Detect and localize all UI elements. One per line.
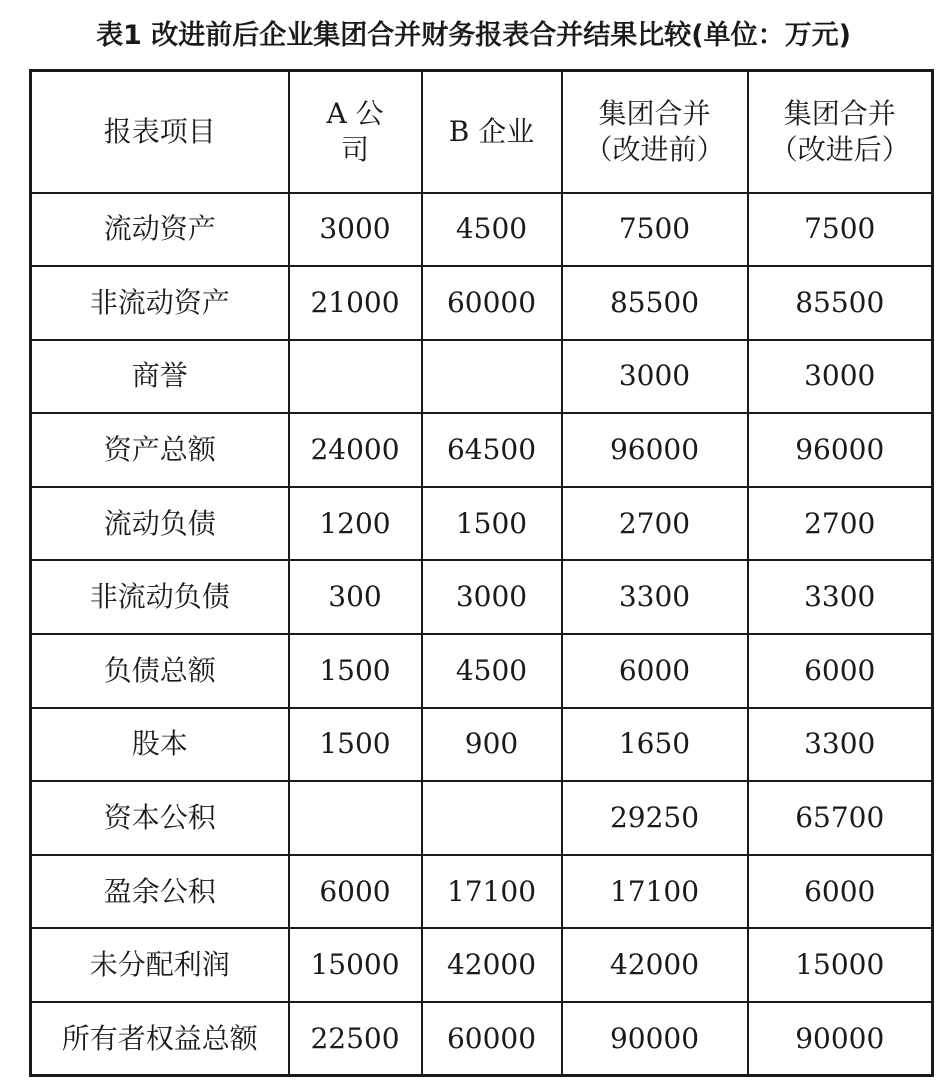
company-a-cell: 6000 <box>289 855 422 929</box>
group-before-cell: 1650 <box>562 708 748 782</box>
company-a-cell <box>289 340 422 414</box>
group-before-cell: 2700 <box>562 487 748 561</box>
column-header-label: 报表项目 <box>103 114 216 148</box>
row-label-cell: 股本 <box>31 708 289 782</box>
row-label-cell: 盈余公积 <box>31 855 289 929</box>
group-before-cell: 3000 <box>562 340 748 414</box>
company-a-cell: 3000 <box>289 193 422 267</box>
table-row <box>31 340 933 414</box>
group-before-cell: 3300 <box>562 560 748 634</box>
group-after-cell: 3300 <box>748 708 933 782</box>
enterprise-b-cell: 1500 <box>422 487 562 561</box>
column-header-label: 集团合并（改进前） <box>584 96 725 166</box>
column-header-label: B 企业 <box>448 114 535 148</box>
group-before-cell: 42000 <box>562 928 748 1002</box>
group-before-cell: 96000 <box>562 413 748 487</box>
row-label-cell: 所有者权益总额 <box>31 1002 289 1076</box>
table-row <box>31 708 933 782</box>
group-after-cell: 65700 <box>748 781 933 855</box>
enterprise-b-cell: 900 <box>422 708 562 782</box>
row-label-cell: 资产总额 <box>31 413 289 487</box>
table-row <box>31 928 933 1002</box>
company-a-cell: 1500 <box>289 708 422 782</box>
row-label-cell: 流动资产 <box>31 193 289 267</box>
group-after-cell: 90000 <box>748 1002 933 1076</box>
table-row <box>31 855 933 929</box>
table-row <box>31 266 933 340</box>
column-header-group-before <box>562 71 748 193</box>
table-header-row <box>31 71 933 193</box>
company-a-cell: 1500 <box>289 634 422 708</box>
enterprise-b-cell: 60000 <box>422 266 562 340</box>
company-a-cell: 22500 <box>289 1002 422 1076</box>
row-label-cell: 非流动资产 <box>31 266 289 340</box>
table-row <box>31 487 933 561</box>
enterprise-b-cell: 4500 <box>422 634 562 708</box>
company-a-cell: 300 <box>289 560 422 634</box>
row-label-cell: 非流动负债 <box>31 560 289 634</box>
group-before-cell: 90000 <box>562 1002 748 1076</box>
column-header-enterprise-b <box>422 71 562 193</box>
enterprise-b-cell <box>422 340 562 414</box>
group-before-cell: 6000 <box>562 634 748 708</box>
enterprise-b-cell <box>422 781 562 855</box>
group-before-cell: 7500 <box>562 193 748 267</box>
group-before-cell: 29250 <box>562 781 748 855</box>
enterprise-b-cell: 60000 <box>422 1002 562 1076</box>
company-a-cell: 21000 <box>289 266 422 340</box>
group-before-cell: 17100 <box>562 855 748 929</box>
enterprise-b-cell: 42000 <box>422 928 562 1002</box>
consolidation-comparison-table <box>29 69 934 1077</box>
table-row <box>31 1002 933 1076</box>
group-after-cell: 85500 <box>748 266 933 340</box>
row-label-cell: 流动负债 <box>31 487 289 561</box>
group-before-cell: 85500 <box>562 266 748 340</box>
enterprise-b-cell: 17100 <box>422 855 562 929</box>
enterprise-b-cell: 3000 <box>422 560 562 634</box>
group-after-cell: 3000 <box>748 340 933 414</box>
company-a-cell: 1200 <box>289 487 422 561</box>
column-header-company-a <box>289 71 422 193</box>
group-after-cell: 6000 <box>748 634 933 708</box>
row-label-cell: 未分配利润 <box>31 928 289 1002</box>
table-row <box>31 560 933 634</box>
enterprise-b-cell: 4500 <box>422 193 562 267</box>
table-row <box>31 634 933 708</box>
row-label-cell: 商誉 <box>31 340 289 414</box>
group-after-cell: 2700 <box>748 487 933 561</box>
group-after-cell: 7500 <box>748 193 933 267</box>
group-after-cell: 6000 <box>748 855 933 929</box>
enterprise-b-cell: 64500 <box>422 413 562 487</box>
column-header-label: A 公司 <box>326 96 384 166</box>
table-body <box>31 193 933 1076</box>
company-a-cell <box>289 781 422 855</box>
row-label-cell: 资本公积 <box>31 781 289 855</box>
group-after-cell: 96000 <box>748 413 933 487</box>
table-row <box>31 193 933 267</box>
column-header-item <box>31 71 289 193</box>
table-title: 表1 改进前后企业集团合并财务报表合并结果比较(单位：万元) <box>96 20 851 51</box>
table-row <box>31 413 933 487</box>
table-row <box>31 781 933 855</box>
group-after-cell: 3300 <box>748 560 933 634</box>
group-after-cell: 15000 <box>748 928 933 1002</box>
column-header-label: 集团合并（改进后） <box>769 96 910 166</box>
company-a-cell: 15000 <box>289 928 422 1002</box>
row-label-cell: 负债总额 <box>31 634 289 708</box>
column-header-group-after <box>748 71 933 193</box>
company-a-cell: 24000 <box>289 413 422 487</box>
